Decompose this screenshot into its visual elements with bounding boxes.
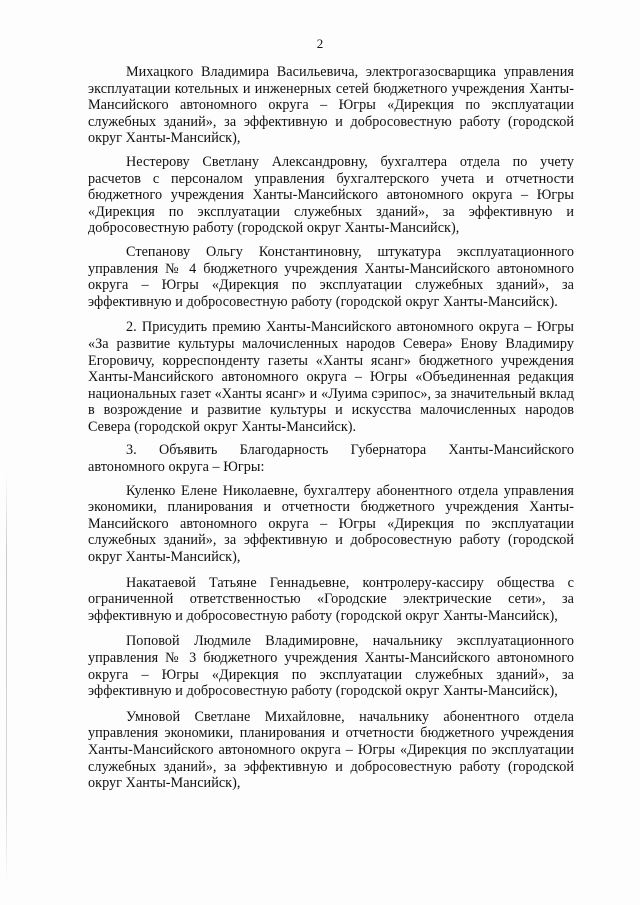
paragraph-nesterova: Нестерову Светлану Александровну, бухгалтера отдела по учету расчетов с персоналом управления бухгалтерского учета и отчетности бюджетного учреждения Ханты-Мансийского автономного округа – Югры «Дирекция по эксплуатации служебных зданий», за эффективную и добросовестную работу (городской округ Ханты-Мансийск), [88, 153, 574, 237]
page-number: 2 [316, 36, 324, 51]
paragraph-gratitude-item-3: 3. Объявить Благодарность Губернатора Ханты-Мансийского автономного округа – Югры: [88, 442, 574, 476]
paragraph-nakataeva: Накатаевой Татьяне Геннадьевне, контролеру-кассиру общества с ограниченной ответственностью «Городские электрические сети», за эффективную и добросовестную работу (городской округ Ханты-Мансийск), [88, 574, 574, 624]
paragraph-umnova: Умновой Светлане Михайловне, начальнику абонентного отдела управления экономики, планирования и отчетности бюджетного учреждения Ханты-Мансийского автономного округа – Югры «Дирекция по эксплуатации служебных зданий», за эффективную и добросовестную работу (городской округ Ханты-Мансийск), [88, 708, 574, 792]
paragraph-award-item-2: 2. Присудить премию Ханты-Мансийского автономного округа – Югры «За развитие культуры малочисленных народов Севера» Енову Владимиру Егоровичу, корреспонденту газеты «Ханты ясанг» бюджетного учреждения Ханты-Мансийского автономного округа – Югры «Объединенная редакция национальных газет «Ханты ясанг» и «Луима сэрипос», за значительный вклад в возрождение и развитие культуры и искусства малочисленных народов Севера (городской округ Ханты-Мансийск). [88, 319, 574, 435]
paragraph-mikhatsky: Михацкого Владимира Васильевича, электрогазосварщика управления эксплуатации котельных и инженерных сетей бюджетного учреждения Ханты-Мансийского автономного округа – Югры «Дирекция по эксплуатации служебных зданий», за эффективную и добросовестную работу (городской округ Ханты-Мансийск), [88, 64, 574, 147]
paragraph-stepanova: Степанову Ольгу Константиновну, штукатура эксплуатационного управления № 4 бюджетного учреждения Ханты-Мансийского автономного округа – Югры «Дирекция по эксплуатации служебных зданий», за эффективную и добросовестную работу (городской округ Ханты-Мансийск). [88, 243, 574, 310]
paragraph-popova: Поповой Людмиле Владимировне, начальнику эксплуатационного управления № 3 бюджетного учреждения Ханты-Мансийского автономного округа – Югры «Дирекция по эксплуатации служебных зданий», за эффективную и добросовестную работу (городской округ Ханты-Мансийск), [88, 633, 574, 700]
document-body [88, 64, 574, 792]
paragraph-kulenko: Куленко Елене Николаевне, бухгалтеру абонентного отдела управления экономики, планирования и отчетности бюджетного учреждения Ханты-Мансийского автономного округа – Югры «Дирекция по эксплуатации служебных зданий», за эффективную и добросовестную работу (городской округ Ханты-Мансийск), [88, 482, 574, 566]
scan-edge-line [6, 470, 7, 890]
